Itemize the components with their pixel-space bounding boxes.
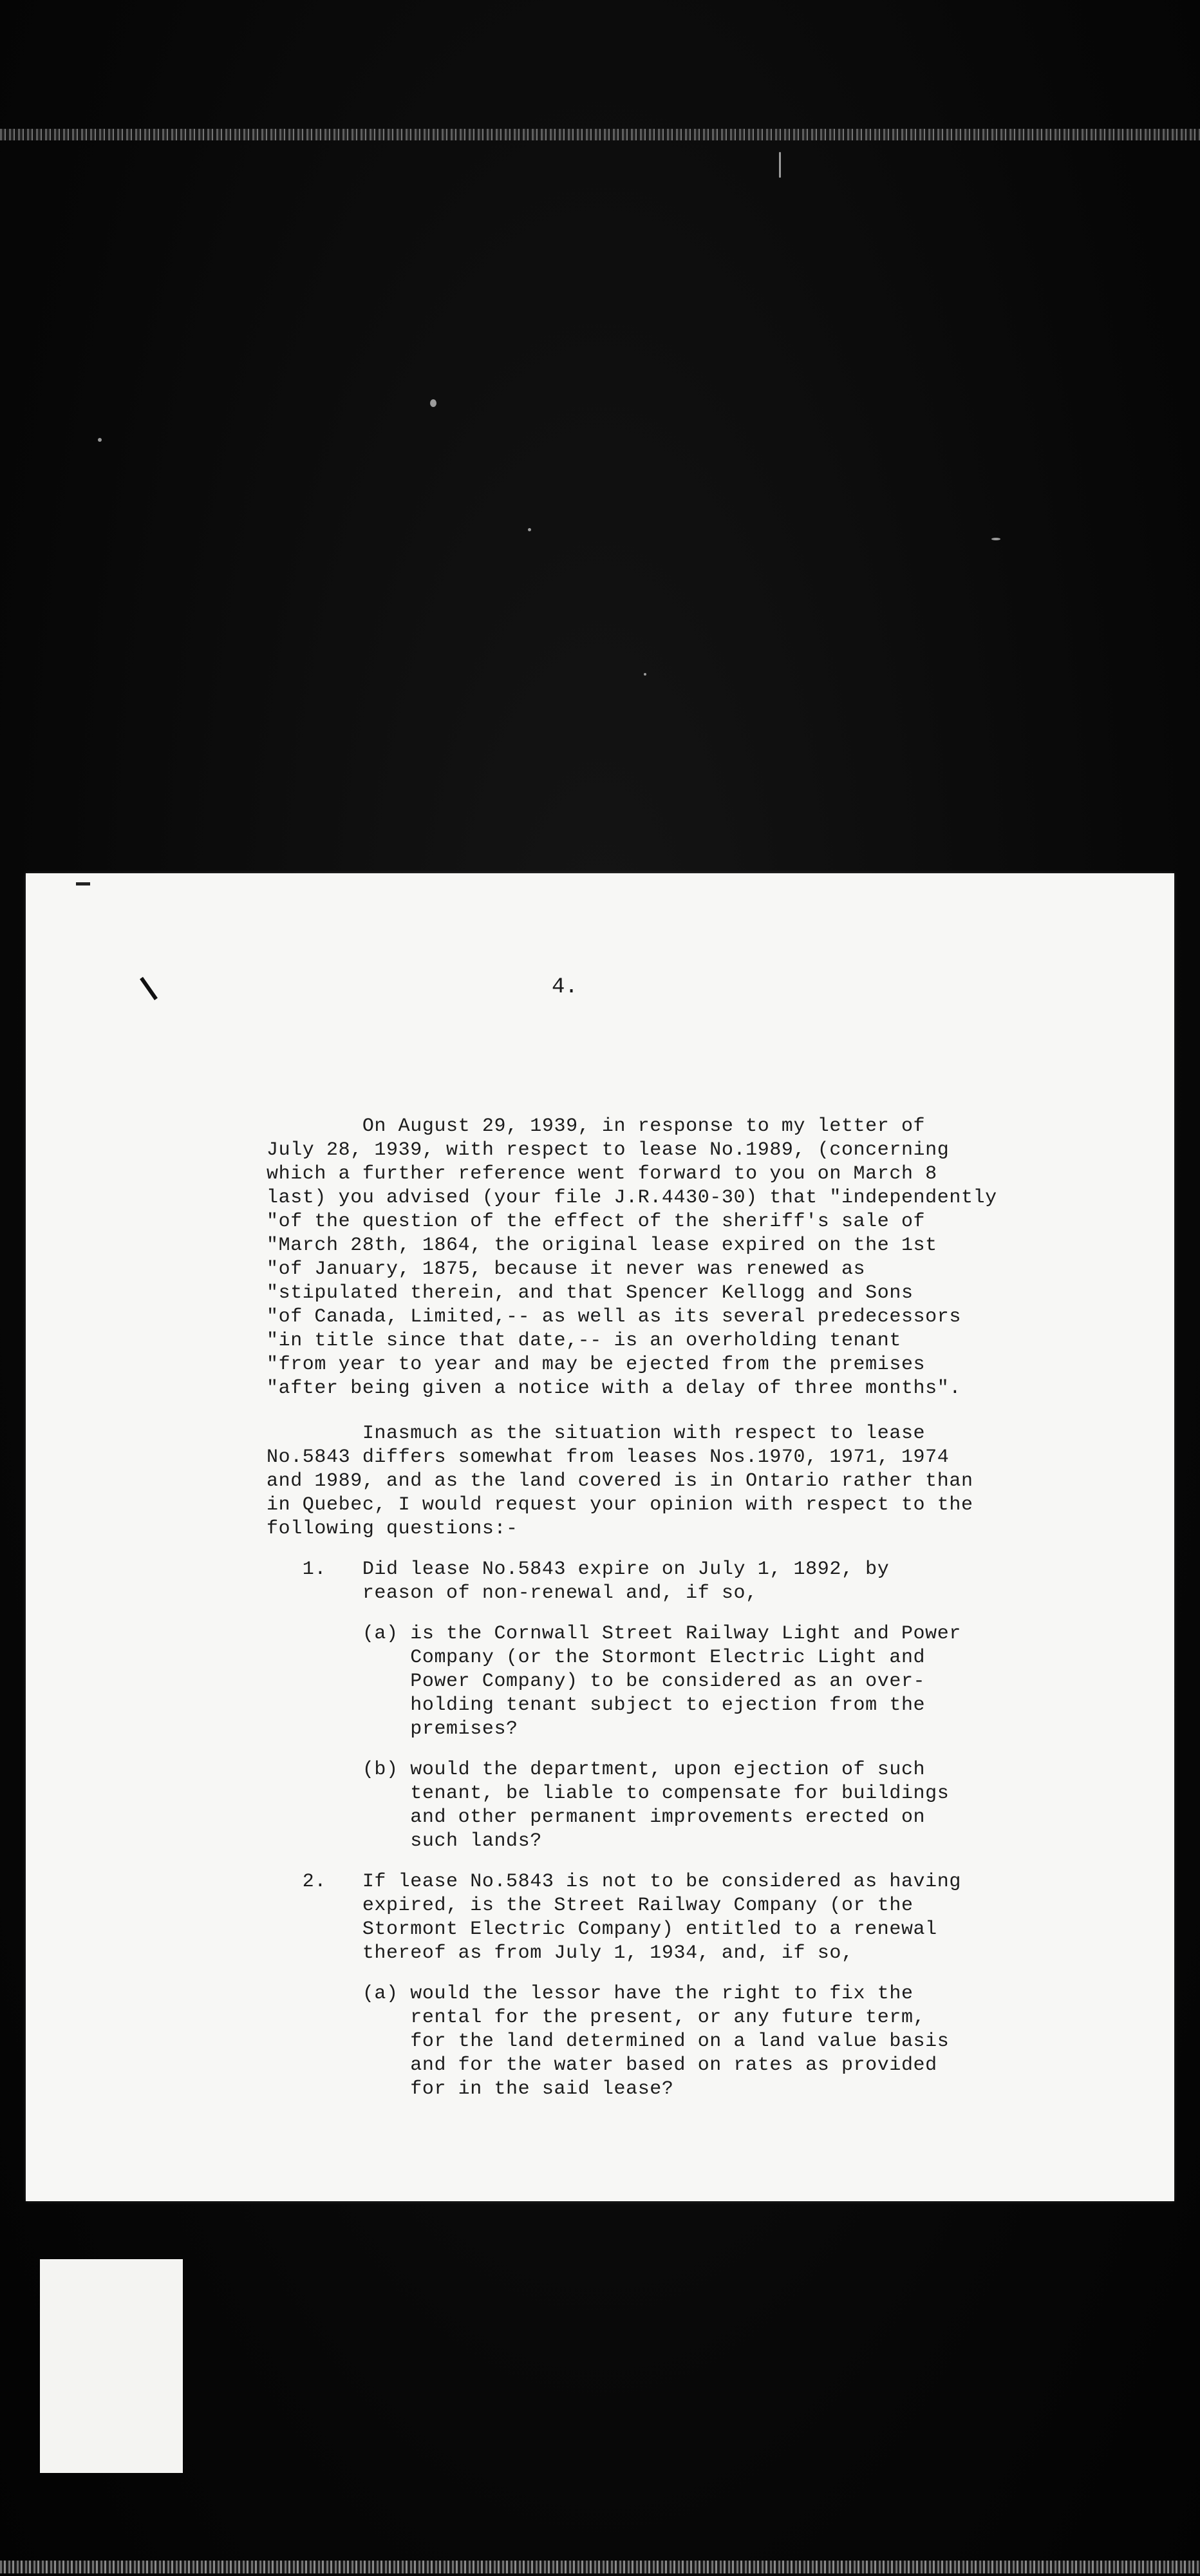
question-1a [267,1622,1155,1741]
dust-speck [991,538,1000,540]
text-line: On August 29, 1939, in response to my letter of [267,1115,926,1137]
text-line: Company (or the Stormont Electric Light and [267,1647,926,1669]
dust-speck [430,399,436,407]
text-line: expired, is the Street Railway Company (or the [267,1895,914,1917]
text-line: "March 28th, 1864, the original lease expired on the 1st [267,1235,937,1256]
text-line: "of January, 1875, because it never was renewed as [267,1258,866,1280]
paragraph-2 [267,1422,1155,1541]
dust-speck [98,438,102,442]
text-line: last) you advised (your file J.R.4430-30) that "independently [267,1187,997,1209]
text-line: (a) is the Cornwall Street Railway Light and Power [267,1623,961,1645]
film-edge-top [0,129,1200,140]
text-line: in Quebec, I would request your opinion with respect to the [267,1494,973,1516]
letter-body [267,1115,1155,2101]
film-edge-bottom [0,2561,1200,2573]
text-line: "from year to year and may be ejected from the premises [267,1354,926,1376]
dust-speck [528,528,531,531]
spacer [267,1853,1155,1870]
text-line: "of the question of the effect of the sheriff's sale of [267,1211,926,1233]
spacer [267,1965,1155,1982]
spacer [267,1605,1155,1622]
spacer [267,1401,1155,1422]
text-line: "stipulated therein, and that Spencer Kellogg and Sons [267,1282,914,1304]
text-line: rental for the present, or any future term, [267,2007,926,2029]
text-line: 2. If lease No.5843 is not to be considered as having [267,1871,961,1893]
text-line: "of Canada, Limited,-- as well as its several predecessors [267,1306,961,1328]
text-line: thereof as from July 1, 1934, and, if so, [267,1942,854,1964]
text-line: Inasmuch as the situation with respect to lease [267,1423,926,1444]
text-line: and other permanent improvements erected on [267,1806,926,1828]
text-line: "in title since that date,-- is an overholding tenant [267,1330,901,1352]
question-1b [267,1758,1155,1853]
dust-speck [644,673,646,676]
text-line: "after being given a notice with a delay of three months". [267,1378,961,1399]
spacer [267,1741,1155,1758]
page-number: 4. [552,975,578,999]
text-line: (b) would the department, upon ejection of such [267,1759,926,1781]
text-line: 1. Did lease No.5843 expire on July 1, 1892, by [267,1558,890,1580]
text-line: and for the water based on rates as provided [267,2054,937,2076]
text-line: for in the said lease? [267,2078,674,2100]
spacer [267,1541,1155,1558]
text-line: No.5843 differs somewhat from leases Nos.1970, 1971, 1974 [267,1446,950,1468]
paper-slip [40,2259,183,2473]
text-line: premises? [267,1718,518,1740]
dust-speck [779,152,781,178]
text-line: reason of non-renewal and, if so, [267,1582,758,1604]
text-line: following questions:- [267,1518,518,1540]
text-line: holding tenant subject to ejection from the [267,1694,926,1716]
text-line: such lands? [267,1830,542,1852]
text-line: July 28, 1939, with respect to lease No.1989, (concerning [267,1139,950,1161]
text-line: Stormont Electric Company) entitled to a renewal [267,1918,937,1940]
text-line: and 1989, and as the land covered is in Ontario rather than [267,1470,973,1492]
question-2a [267,1982,1155,2101]
pen-mark [76,882,90,886]
text-line: Power Company) to be considered as an over- [267,1671,926,1692]
text-line: for the land determined on a land value basis [267,2031,950,2052]
question-2 [267,1870,1155,1965]
text-line: (a) would the lessor have the right to fix the [267,1983,914,2005]
paragraph-1 [267,1115,1155,1401]
text-line: tenant, be liable to compensate for buildings [267,1783,950,1804]
question-1 [267,1558,1155,1605]
text-line: which a further reference went forward to you on March 8 [267,1163,937,1185]
